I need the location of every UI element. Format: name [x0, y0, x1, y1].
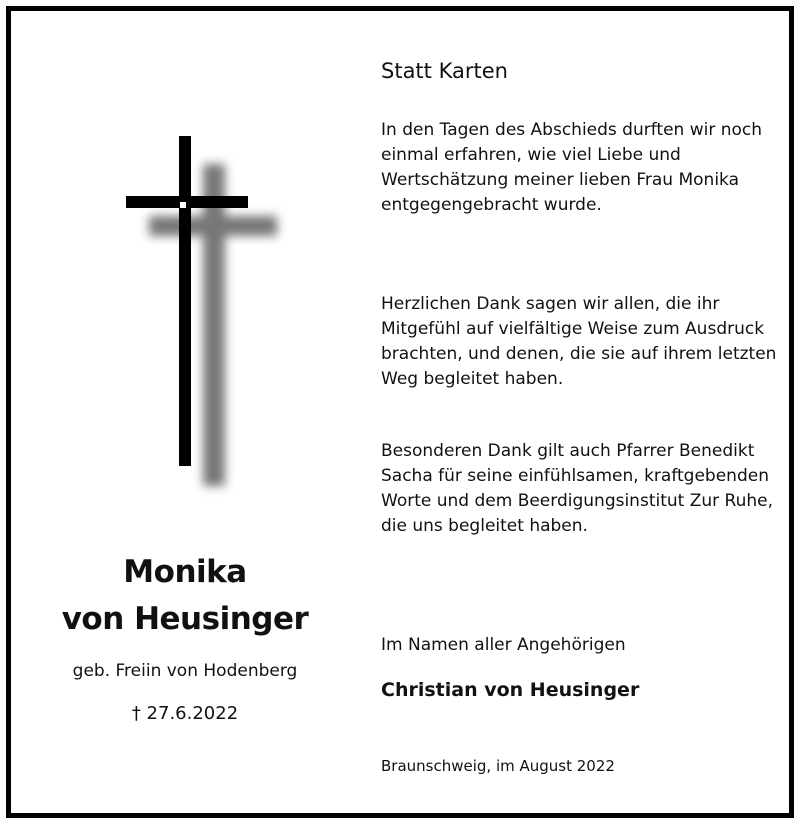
- deceased-last-name: von Heusinger: [61, 601, 309, 637]
- cross-shadow-horizontal: [149, 216, 277, 236]
- notice-paragraph: Besonderen Dank gilt auch Pfarrer Benedikt Sacha für seine einfühlsamen, kraftgebenden Worte und dem Beerdigungsinstitut Zur Ruhe, die uns begleitet haben.: [381, 441, 773, 536]
- notice-heading: Statt Karten: [381, 59, 508, 83]
- deceased-first-name: Monika: [123, 554, 247, 590]
- cross-highlight: [180, 202, 186, 208]
- deceased-death-date: † 27.6.2022: [131, 703, 239, 724]
- notice-place-date: Braunschweig, im August 2022: [381, 757, 615, 775]
- deceased-maiden-name: geb. Freiin von Hodenberg: [72, 661, 298, 681]
- cross-icon: [121, 136, 281, 496]
- cross-bar-horizontal: [126, 196, 248, 208]
- cross-bar-vertical: [179, 136, 191, 466]
- cross-shadow-vertical: [203, 164, 225, 486]
- obituary-notice: [6, 6, 794, 818]
- notice-paragraph: Herzlichen Dank sagen wir allen, die ihr Mitgefühl auf vielfältige Weise zum Ausdruck brachten, und denen, die sie auf ihrem letzten Weg begleitet haben.: [381, 294, 777, 389]
- notice-signer: Christian von Heusinger: [381, 679, 640, 701]
- notice-paragraph: In den Tagen des Abschieds durften wir noch einmal erfahren, wie viel Liebe und Wertschätzung meiner lieben Frau Monika entgegengebracht wurde.: [381, 120, 763, 215]
- notice-closing: Im Namen aller Angehörigen: [381, 635, 626, 655]
